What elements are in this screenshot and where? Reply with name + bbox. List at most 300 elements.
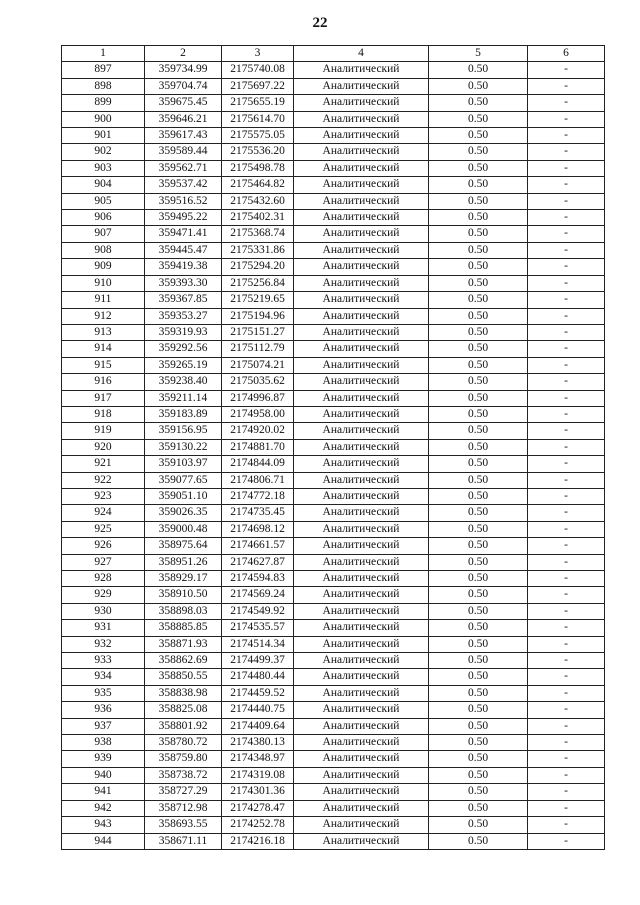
table-row <box>62 406 605 422</box>
note-cell: - <box>528 620 605 636</box>
note-cell: - <box>528 439 605 455</box>
accuracy-cell: 0.50 <box>429 521 528 537</box>
accuracy-cell: 0.50 <box>429 242 528 258</box>
method-cell: Аналитический <box>294 538 429 554</box>
table-row <box>62 685 605 701</box>
accuracy-cell: 0.50 <box>429 308 528 324</box>
note-cell: - <box>528 800 605 816</box>
table-row <box>62 669 605 685</box>
method-cell: Аналитический <box>294 160 429 176</box>
note-cell: - <box>528 226 605 242</box>
y-coordinate-cell: 2174844.09 <box>222 456 294 472</box>
accuracy-cell: 0.50 <box>429 702 528 718</box>
table-row <box>62 374 605 390</box>
point-number-cell: 918 <box>62 406 145 422</box>
point-number-cell: 936 <box>62 702 145 718</box>
accuracy-cell: 0.50 <box>429 226 528 242</box>
point-number-cell: 913 <box>62 324 145 340</box>
y-coordinate-cell: 2175432.60 <box>222 193 294 209</box>
method-cell: Аналитический <box>294 620 429 636</box>
method-cell: Аналитический <box>294 800 429 816</box>
table-row <box>62 767 605 783</box>
method-cell: Аналитический <box>294 357 429 373</box>
point-number-cell: 905 <box>62 193 145 209</box>
accuracy-cell: 0.50 <box>429 177 528 193</box>
method-cell: Аналитический <box>294 817 429 833</box>
method-cell: Аналитический <box>294 554 429 570</box>
x-coordinate-cell: 358871.93 <box>145 636 222 652</box>
accuracy-cell: 0.50 <box>429 390 528 406</box>
accuracy-cell: 0.50 <box>429 620 528 636</box>
method-cell: Аналитический <box>294 177 429 193</box>
page-number: 22 <box>312 15 328 31</box>
x-coordinate-cell: 359393.30 <box>145 275 222 291</box>
point-number-cell: 926 <box>62 538 145 554</box>
y-coordinate-cell: 2174627.87 <box>222 554 294 570</box>
note-cell: - <box>528 554 605 570</box>
y-coordinate-cell: 2174319.08 <box>222 767 294 783</box>
note-cell: - <box>528 685 605 701</box>
x-coordinate-cell: 358759.80 <box>145 751 222 767</box>
x-coordinate-cell: 359051.10 <box>145 488 222 504</box>
table-row <box>62 505 605 521</box>
accuracy-cell: 0.50 <box>429 800 528 816</box>
method-cell: Аналитический <box>294 144 429 160</box>
y-coordinate-cell: 2175331.86 <box>222 242 294 258</box>
point-number-cell: 923 <box>62 488 145 504</box>
accuracy-cell: 0.50 <box>429 292 528 308</box>
table-row <box>62 571 605 587</box>
table-row <box>62 488 605 504</box>
note-cell: - <box>528 751 605 767</box>
method-cell: Аналитический <box>294 587 429 603</box>
header-cell-5: 5 <box>429 46 528 62</box>
method-cell: Аналитический <box>294 341 429 357</box>
note-cell: - <box>528 177 605 193</box>
note-cell: - <box>528 128 605 144</box>
point-number-cell: 910 <box>62 275 145 291</box>
method-cell: Аналитический <box>294 784 429 800</box>
x-coordinate-cell: 359265.19 <box>145 357 222 373</box>
method-cell: Аналитический <box>294 472 429 488</box>
table-row <box>62 324 605 340</box>
point-number-cell: 917 <box>62 390 145 406</box>
y-coordinate-cell: 2174459.52 <box>222 685 294 701</box>
y-coordinate-cell: 2174920.02 <box>222 423 294 439</box>
note-cell: - <box>528 275 605 291</box>
note-cell: - <box>528 292 605 308</box>
accuracy-cell: 0.50 <box>429 259 528 275</box>
x-coordinate-cell: 359734.99 <box>145 62 222 78</box>
method-cell: Аналитический <box>294 603 429 619</box>
method-cell: Аналитический <box>294 751 429 767</box>
point-number-cell: 933 <box>62 653 145 669</box>
point-number-cell: 916 <box>62 374 145 390</box>
table-row <box>62 95 605 111</box>
method-cell: Аналитический <box>294 833 429 849</box>
x-coordinate-cell: 358929.17 <box>145 571 222 587</box>
note-cell: - <box>528 406 605 422</box>
method-cell: Аналитический <box>294 324 429 340</box>
x-coordinate-cell: 358885.85 <box>145 620 222 636</box>
table-row <box>62 292 605 308</box>
point-number-cell: 919 <box>62 423 145 439</box>
method-cell: Аналитический <box>294 242 429 258</box>
y-coordinate-cell: 2174881.70 <box>222 439 294 455</box>
method-cell: Аналитический <box>294 571 429 587</box>
point-number-cell: 911 <box>62 292 145 308</box>
table-row <box>62 193 605 209</box>
table-row <box>62 275 605 291</box>
accuracy-cell: 0.50 <box>429 718 528 734</box>
x-coordinate-cell: 359077.65 <box>145 472 222 488</box>
y-coordinate-cell: 2174499.37 <box>222 653 294 669</box>
table-row <box>62 702 605 718</box>
method-cell: Аналитический <box>294 653 429 669</box>
y-coordinate-cell: 2175368.74 <box>222 226 294 242</box>
header-cell-6: 6 <box>528 46 605 62</box>
y-coordinate-cell: 2175256.84 <box>222 275 294 291</box>
table-row <box>62 554 605 570</box>
x-coordinate-cell: 358727.29 <box>145 784 222 800</box>
x-coordinate-cell: 358910.50 <box>145 587 222 603</box>
point-number-cell: 922 <box>62 472 145 488</box>
x-coordinate-cell: 358671.11 <box>145 833 222 849</box>
note-cell: - <box>528 62 605 78</box>
point-number-cell: 903 <box>62 160 145 176</box>
accuracy-cell: 0.50 <box>429 488 528 504</box>
point-number-cell: 939 <box>62 751 145 767</box>
y-coordinate-cell: 2175402.31 <box>222 210 294 226</box>
note-cell: - <box>528 193 605 209</box>
x-coordinate-cell: 359675.45 <box>145 95 222 111</box>
method-cell: Аналитический <box>294 767 429 783</box>
method-cell: Аналитический <box>294 374 429 390</box>
method-cell: Аналитический <box>294 292 429 308</box>
note-cell: - <box>528 324 605 340</box>
y-coordinate-cell: 2174480.44 <box>222 669 294 685</box>
y-coordinate-cell: 2174735.45 <box>222 505 294 521</box>
y-coordinate-cell: 2174569.24 <box>222 587 294 603</box>
method-cell: Аналитический <box>294 702 429 718</box>
accuracy-cell: 0.50 <box>429 505 528 521</box>
y-coordinate-cell: 2174301.36 <box>222 784 294 800</box>
point-number-cell: 927 <box>62 554 145 570</box>
method-cell: Аналитический <box>294 226 429 242</box>
x-coordinate-cell: 359589.44 <box>145 144 222 160</box>
table-row <box>62 390 605 406</box>
note-cell: - <box>528 521 605 537</box>
method-cell: Аналитический <box>294 406 429 422</box>
y-coordinate-cell: 2175655.19 <box>222 95 294 111</box>
header-cell-1: 1 <box>62 46 145 62</box>
y-coordinate-cell: 2174549.92 <box>222 603 294 619</box>
point-number-cell: 940 <box>62 767 145 783</box>
x-coordinate-cell: 359367.85 <box>145 292 222 308</box>
accuracy-cell: 0.50 <box>429 571 528 587</box>
accuracy-cell: 0.50 <box>429 439 528 455</box>
table-row <box>62 423 605 439</box>
y-coordinate-cell: 2174278.47 <box>222 800 294 816</box>
x-coordinate-cell: 359292.56 <box>145 341 222 357</box>
method-cell: Аналитический <box>294 78 429 94</box>
x-coordinate-cell: 358825.08 <box>145 702 222 718</box>
point-number-cell: 914 <box>62 341 145 357</box>
x-coordinate-cell: 359445.47 <box>145 242 222 258</box>
table-row <box>62 833 605 849</box>
x-coordinate-cell: 359238.40 <box>145 374 222 390</box>
point-number-cell: 938 <box>62 735 145 751</box>
y-coordinate-cell: 2174216.18 <box>222 833 294 849</box>
note-cell: - <box>528 144 605 160</box>
accuracy-cell: 0.50 <box>429 160 528 176</box>
point-number-cell: 908 <box>62 242 145 258</box>
table-row <box>62 636 605 652</box>
y-coordinate-cell: 2175194.96 <box>222 308 294 324</box>
x-coordinate-cell: 358975.64 <box>145 538 222 554</box>
x-coordinate-cell: 358712.98 <box>145 800 222 816</box>
point-number-cell: 899 <box>62 95 145 111</box>
point-number-cell: 935 <box>62 685 145 701</box>
y-coordinate-cell: 2174409.64 <box>222 718 294 734</box>
x-coordinate-cell: 359646.21 <box>145 111 222 127</box>
y-coordinate-cell: 2175219.65 <box>222 292 294 308</box>
accuracy-cell: 0.50 <box>429 406 528 422</box>
method-cell: Аналитический <box>294 521 429 537</box>
accuracy-cell: 0.50 <box>429 357 528 373</box>
accuracy-cell: 0.50 <box>429 751 528 767</box>
method-cell: Аналитический <box>294 259 429 275</box>
note-cell: - <box>528 488 605 504</box>
method-cell: Аналитический <box>294 62 429 78</box>
x-coordinate-cell: 359156.95 <box>145 423 222 439</box>
note-cell: - <box>528 341 605 357</box>
note-cell: - <box>528 587 605 603</box>
table-row <box>62 78 605 94</box>
y-coordinate-cell: 2175294.20 <box>222 259 294 275</box>
point-number-cell: 924 <box>62 505 145 521</box>
method-cell: Аналитический <box>294 488 429 504</box>
accuracy-cell: 0.50 <box>429 62 528 78</box>
y-coordinate-cell: 2174252.78 <box>222 817 294 833</box>
accuracy-cell: 0.50 <box>429 587 528 603</box>
point-number-cell: 906 <box>62 210 145 226</box>
note-cell: - <box>528 735 605 751</box>
y-coordinate-cell: 2175740.08 <box>222 62 294 78</box>
y-coordinate-cell: 2175498.78 <box>222 160 294 176</box>
table-row <box>62 177 605 193</box>
accuracy-cell: 0.50 <box>429 603 528 619</box>
method-cell: Аналитический <box>294 685 429 701</box>
note-cell: - <box>528 95 605 111</box>
point-number-cell: 921 <box>62 456 145 472</box>
y-coordinate-cell: 2175151.27 <box>222 324 294 340</box>
table-row <box>62 210 605 226</box>
y-coordinate-cell: 2175575.05 <box>222 128 294 144</box>
y-coordinate-cell: 2175112.79 <box>222 341 294 357</box>
note-cell: - <box>528 456 605 472</box>
table-row <box>62 603 605 619</box>
accuracy-cell: 0.50 <box>429 538 528 554</box>
note-cell: - <box>528 833 605 849</box>
accuracy-cell: 0.50 <box>429 767 528 783</box>
y-coordinate-cell: 2174348.97 <box>222 751 294 767</box>
point-number-cell: 901 <box>62 128 145 144</box>
table-row <box>62 226 605 242</box>
note-cell: - <box>528 784 605 800</box>
note-cell: - <box>528 538 605 554</box>
method-cell: Аналитический <box>294 128 429 144</box>
point-number-cell: 898 <box>62 78 145 94</box>
accuracy-cell: 0.50 <box>429 341 528 357</box>
y-coordinate-cell: 2174514.34 <box>222 636 294 652</box>
note-cell: - <box>528 767 605 783</box>
table-row <box>62 439 605 455</box>
point-number-cell: 934 <box>62 669 145 685</box>
method-cell: Аналитический <box>294 505 429 521</box>
accuracy-cell: 0.50 <box>429 685 528 701</box>
note-cell: - <box>528 603 605 619</box>
coordinates-table <box>61 45 605 850</box>
point-number-cell: 909 <box>62 259 145 275</box>
note-cell: - <box>528 308 605 324</box>
point-number-cell: 937 <box>62 718 145 734</box>
table-row <box>62 817 605 833</box>
table-row <box>62 308 605 324</box>
point-number-cell: 900 <box>62 111 145 127</box>
x-coordinate-cell: 358862.69 <box>145 653 222 669</box>
point-number-cell: 920 <box>62 439 145 455</box>
table-row <box>62 341 605 357</box>
accuracy-cell: 0.50 <box>429 833 528 849</box>
x-coordinate-cell: 359183.89 <box>145 406 222 422</box>
table-row <box>62 259 605 275</box>
table-row <box>62 587 605 603</box>
point-number-cell: 932 <box>62 636 145 652</box>
point-number-cell: 931 <box>62 620 145 636</box>
point-number-cell: 929 <box>62 587 145 603</box>
note-cell: - <box>528 702 605 718</box>
method-cell: Аналитический <box>294 308 429 324</box>
accuracy-cell: 0.50 <box>429 735 528 751</box>
note-cell: - <box>528 242 605 258</box>
accuracy-cell: 0.50 <box>429 324 528 340</box>
note-cell: - <box>528 571 605 587</box>
note-cell: - <box>528 423 605 439</box>
table-row <box>62 456 605 472</box>
table-row <box>62 357 605 373</box>
y-coordinate-cell: 2174996.87 <box>222 390 294 406</box>
table-row <box>62 242 605 258</box>
x-coordinate-cell: 359211.14 <box>145 390 222 406</box>
x-coordinate-cell: 359704.74 <box>145 78 222 94</box>
note-cell: - <box>528 210 605 226</box>
accuracy-cell: 0.50 <box>429 817 528 833</box>
x-coordinate-cell: 358838.98 <box>145 685 222 701</box>
y-coordinate-cell: 2175697.22 <box>222 78 294 94</box>
y-coordinate-cell: 2174806.71 <box>222 472 294 488</box>
x-coordinate-cell: 359617.43 <box>145 128 222 144</box>
y-coordinate-cell: 2174698.12 <box>222 521 294 537</box>
y-coordinate-cell: 2175074.21 <box>222 357 294 373</box>
x-coordinate-cell: 358738.72 <box>145 767 222 783</box>
method-cell: Аналитический <box>294 439 429 455</box>
x-coordinate-cell: 358850.55 <box>145 669 222 685</box>
header-cell-4: 4 <box>294 46 429 62</box>
point-number-cell: 943 <box>62 817 145 833</box>
method-cell: Аналитический <box>294 423 429 439</box>
accuracy-cell: 0.50 <box>429 111 528 127</box>
table-body <box>62 62 605 850</box>
method-cell: Аналитический <box>294 275 429 291</box>
x-coordinate-cell: 359537.42 <box>145 177 222 193</box>
accuracy-cell: 0.50 <box>429 374 528 390</box>
point-number-cell: 930 <box>62 603 145 619</box>
x-coordinate-cell: 358801.92 <box>145 718 222 734</box>
note-cell: - <box>528 718 605 734</box>
x-coordinate-cell: 359495.22 <box>145 210 222 226</box>
accuracy-cell: 0.50 <box>429 636 528 652</box>
y-coordinate-cell: 2175464.82 <box>222 177 294 193</box>
note-cell: - <box>528 653 605 669</box>
method-cell: Аналитический <box>294 636 429 652</box>
point-number-cell: 904 <box>62 177 145 193</box>
y-coordinate-cell: 2174594.83 <box>222 571 294 587</box>
accuracy-cell: 0.50 <box>429 193 528 209</box>
y-coordinate-cell: 2174535.57 <box>222 620 294 636</box>
point-number-cell: 941 <box>62 784 145 800</box>
point-number-cell: 928 <box>62 571 145 587</box>
x-coordinate-cell: 359319.93 <box>145 324 222 340</box>
accuracy-cell: 0.50 <box>429 275 528 291</box>
point-number-cell: 902 <box>62 144 145 160</box>
table-row <box>62 521 605 537</box>
accuracy-cell: 0.50 <box>429 210 528 226</box>
method-cell: Аналитический <box>294 456 429 472</box>
table-header <box>62 46 605 62</box>
y-coordinate-cell: 2174440.75 <box>222 702 294 718</box>
table-row <box>62 735 605 751</box>
note-cell: - <box>528 111 605 127</box>
table-row <box>62 160 605 176</box>
method-cell: Аналитический <box>294 735 429 751</box>
point-number-cell: 944 <box>62 833 145 849</box>
accuracy-cell: 0.50 <box>429 784 528 800</box>
x-coordinate-cell: 358898.03 <box>145 603 222 619</box>
note-cell: - <box>528 259 605 275</box>
point-number-cell: 897 <box>62 62 145 78</box>
point-number-cell: 912 <box>62 308 145 324</box>
accuracy-cell: 0.50 <box>429 554 528 570</box>
note-cell: - <box>528 669 605 685</box>
y-coordinate-cell: 2175035.62 <box>222 374 294 390</box>
note-cell: - <box>528 390 605 406</box>
y-coordinate-cell: 2174380.13 <box>222 735 294 751</box>
accuracy-cell: 0.50 <box>429 472 528 488</box>
accuracy-cell: 0.50 <box>429 669 528 685</box>
point-number-cell: 942 <box>62 800 145 816</box>
method-cell: Аналитический <box>294 95 429 111</box>
table-row <box>62 653 605 669</box>
x-coordinate-cell: 359562.71 <box>145 160 222 176</box>
method-cell: Аналитический <box>294 111 429 127</box>
note-cell: - <box>528 817 605 833</box>
accuracy-cell: 0.50 <box>429 95 528 111</box>
header-cell-2: 2 <box>145 46 222 62</box>
table-row <box>62 472 605 488</box>
note-cell: - <box>528 78 605 94</box>
header-cell-3: 3 <box>222 46 294 62</box>
